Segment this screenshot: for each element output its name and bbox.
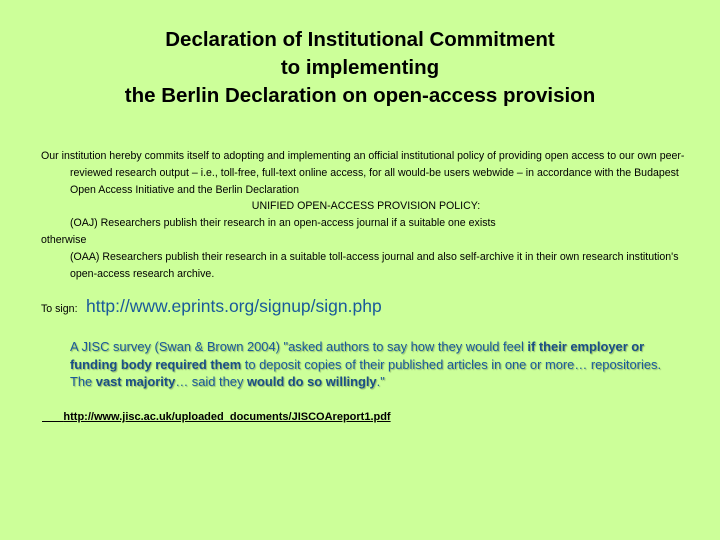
survey-text-3: … said they [175, 374, 247, 390]
survey-text-4: ." [376, 374, 385, 390]
page-title [40, 26, 680, 110]
survey-bold-1: if their employer or funding body required them [70, 339, 645, 372]
oaa-policy: (OAA) Researchers publish their research in a suitable toll-access journal and also self-archive it in their own research institution's open-access research archive. [70, 250, 679, 280]
sign-label: To sign: [41, 303, 78, 315]
survey-text-1: A JISC survey (Swan & Brown 2004) "asked authors to say how they would feel [70, 339, 528, 354]
commitment-body [41, 148, 691, 282]
jisc-survey-quote [70, 338, 685, 391]
otherwise-label: otherwise [41, 233, 87, 246]
sign-url-link[interactable]: http://www.eprints.org/signup/sign.php [85, 296, 382, 316]
sign-row [41, 296, 691, 317]
jisc-report-link[interactable] [42, 411, 391, 423]
title-line-1: Declaration of Institutional Commitment [165, 28, 555, 51]
survey-bold-3: would do so willingly [246, 374, 377, 390]
title-line-2: to implementing [280, 56, 440, 79]
jisc-report-url[interactable]: http://www.jisc.ac.uk/uploaded_documents/JISCOAreport1.pdf [63, 411, 391, 423]
survey-bold-2: vast majority [95, 374, 176, 390]
survey-text-2: to deposit copies of their published articles in one or more… repositories. The [70, 356, 662, 390]
title-line-3: the Berlin Declaration on open-access provision [124, 84, 596, 107]
policy-heading: UNIFIED OPEN-ACCESS PROVISION POLICY: [251, 200, 481, 213]
intro-paragraph: Our institution hereby commits itself to adopting and implementing an official institutional policy of providing open access to our own peer-reviewed research output – i.e., toll-free, full-text online access, for all would-be users webwide – in accordance with the Budapest Open Access Initiative and the Berlin Declaration [41, 150, 685, 196]
oaj-policy: (OAJ) Researchers publish their research in an open-access journal if a suitable one exists [70, 217, 496, 230]
